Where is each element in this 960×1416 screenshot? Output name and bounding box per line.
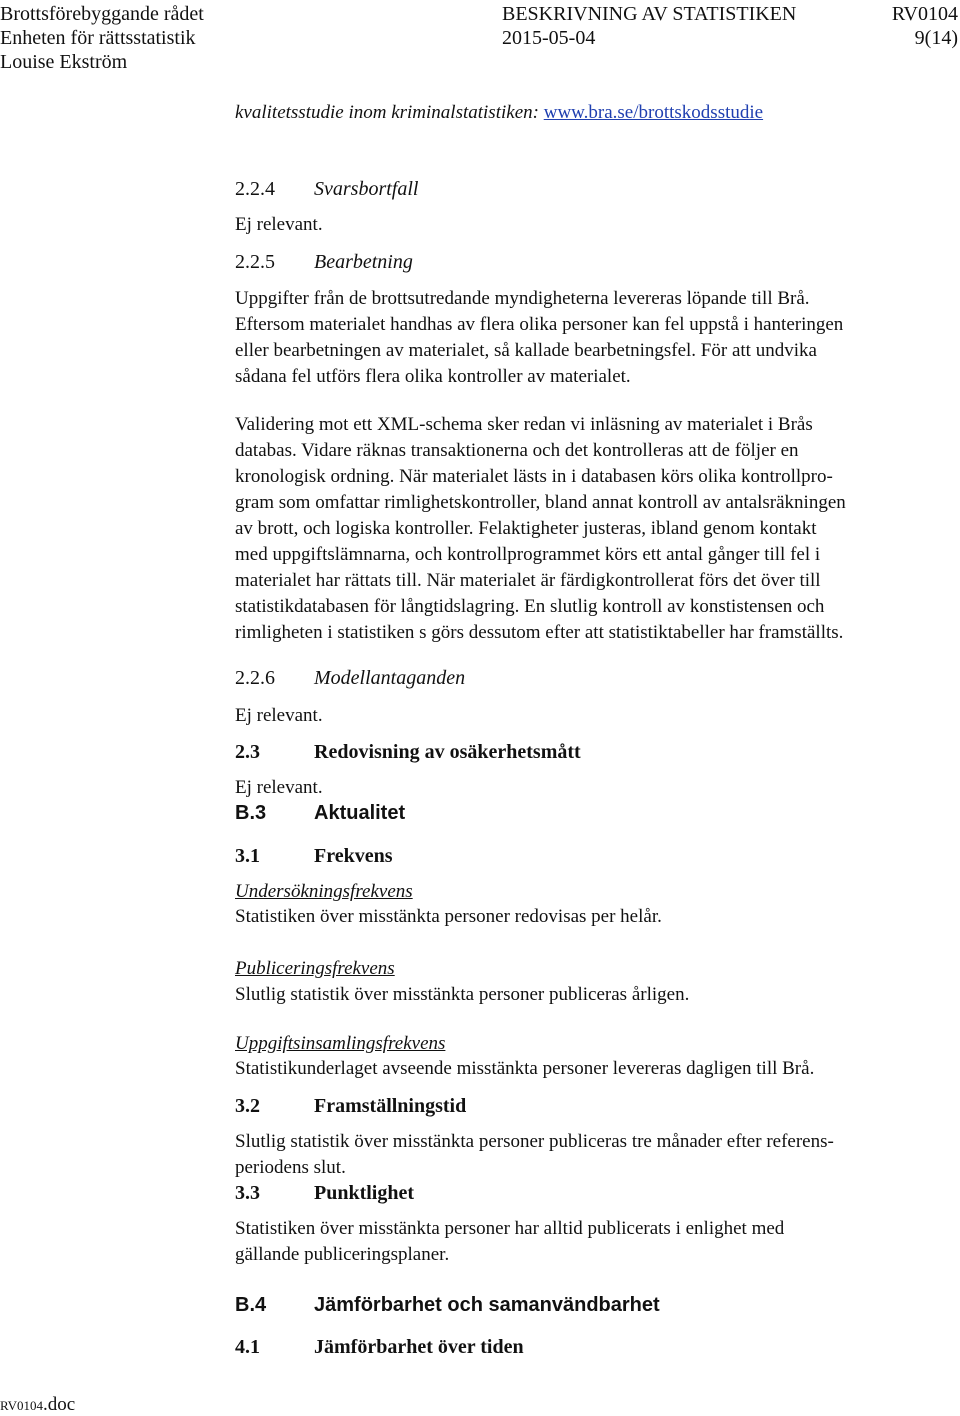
text-line: periodens slut. <box>235 1157 346 1178</box>
text-line: med uppgiftslämnarna, och kontrollprogrammet körs ett antal gånger till fel i <box>235 544 821 565</box>
text-line: av brott, och logiska kontroller. Felaktigheter justeras, ibland genom kontakt <box>235 518 817 539</box>
text-line: Eftersom materialet handhas av flera olika personer kan fel uppstå i hanteringen <box>235 314 844 335</box>
text-line: databas. Vidare räknas transaktionerna och det kontrolleras att de följer en <box>235 440 799 461</box>
header-date: 2015-05-04 <box>502 27 596 49</box>
footer-code: RV0104 <box>0 1398 44 1413</box>
section-title: Frekvens <box>314 845 393 867</box>
section-number: B.4 <box>235 1294 267 1316</box>
section-number: 2.2.5 <box>235 251 275 273</box>
text-line: kronologisk ordning. När materialet lästs in i databasen körs olika kontrollpro- <box>235 466 833 487</box>
section-number: 3.3 <box>235 1182 260 1204</box>
publiceringsfrekvens-body: Slutlig statistik över misstänkta personer publiceras årligen. <box>235 984 690 1005</box>
footer-ext: .doc <box>43 1394 76 1415</box>
subheading-uppgiftsinsamlingsfrekvens: Uppgiftsinsamlingsfrekvens <box>235 1033 446 1054</box>
section-title: Redovisning av osäkerhetsmått <box>314 741 581 763</box>
text-line: gällande publiceringsplaner. <box>235 1244 450 1265</box>
section-number: 2.3 <box>235 741 260 763</box>
header-doc-type: BESKRIVNING AV STATISTIKEN <box>502 3 797 25</box>
intro-line <box>235 100 947 126</box>
intro-text: kvalitetsstudie inom kriminalstatistiken: <box>235 102 544 123</box>
text-line: rimligheten i statistiken s görs dessutom efter att statistiktabeller har framställts. <box>235 622 844 643</box>
header-code: RV0104 <box>891 3 958 25</box>
text-line: gram som omfattar rimlighetskontroller, bland annat kontroll av antalsräkningen <box>235 492 846 513</box>
header-org: Brottsförebyggande rådet <box>0 3 204 25</box>
section-number: 3.1 <box>235 845 260 867</box>
section-number: 4.1 <box>235 1336 260 1358</box>
header-unit: Enheten för rättsstatistik <box>0 27 196 49</box>
text-line: sådana fel utförs flera olika kontroller av materialet. <box>235 366 631 387</box>
section-3-3-body <box>235 1216 947 1268</box>
section-2-2-5-paragraph-1 <box>235 286 947 390</box>
subheading-publiceringsfrekvens: Publiceringsfrekvens <box>235 958 395 979</box>
section-title: Jämförbarhet över tiden <box>314 1336 524 1358</box>
section-title: Aktualitet <box>314 802 406 824</box>
uppgiftsinsamlingsfrekvens-body: Statistikunderlaget avseende misstänkta personer levereras dagligen till Brå. <box>235 1058 815 1079</box>
text-line: Uppgifter från de brottsutredande myndigheterna levereras löpande till Brå. <box>235 288 810 309</box>
section-title: Framställningstid <box>314 1095 467 1117</box>
brottskodsstudie-link[interactable]: www.bra.se/brottskodsstudie <box>543 102 764 123</box>
section-2-2-6-body: Ej relevant. <box>235 705 323 726</box>
header-author: Louise Ekström <box>0 51 128 73</box>
section-number: 3.2 <box>235 1095 260 1117</box>
text-line: Statistiken över misstänkta personer har alltid publicerats i enlighet med <box>235 1218 785 1239</box>
section-2-2-5-paragraph-2 <box>235 412 947 646</box>
section-title: Modellantaganden <box>314 667 466 689</box>
section-number: 2.2.6 <box>235 667 275 689</box>
page-footer <box>0 1394 75 1416</box>
text-line: statistikdatabasen för långtidslagring. En slutlig kontroll av konstistensen och <box>235 596 825 617</box>
section-title: Bearbetning <box>314 251 413 273</box>
section-title: Punktlighet <box>314 1182 415 1204</box>
undersokningsfrekvens-body: Statistiken över misstänkta personer redovisas per helår. <box>235 906 662 927</box>
section-number: 2.2.4 <box>235 178 275 200</box>
section-2-3-body: Ej relevant. <box>235 777 323 798</box>
section-title: Jämförbarhet och samanvändbarhet <box>314 1294 660 1316</box>
header-page-number: 9(14) <box>914 27 958 49</box>
text-line: materialet har rättats till. När materialet är färdigkontrollerat förs det över till <box>235 570 821 591</box>
text-line: Slutlig statistik över misstänkta personer publiceras tre månader efter referens- <box>235 1131 834 1152</box>
section-2-2-4-body: Ej relevant. <box>235 214 323 235</box>
section-title: Svarsbortfall <box>314 178 419 200</box>
text-line: Validering mot ett XML-schema sker redan vi inläsning av materialet i Brås <box>235 414 813 435</box>
text-line: eller bearbetningen av materialet, så kallade bearbetningsfel. För att undvika <box>235 340 817 361</box>
section-number: B.3 <box>235 802 267 824</box>
section-3-2-body <box>235 1129 947 1181</box>
subheading-undersokningsfrekvens: Undersökningsfrekvens <box>235 881 413 902</box>
